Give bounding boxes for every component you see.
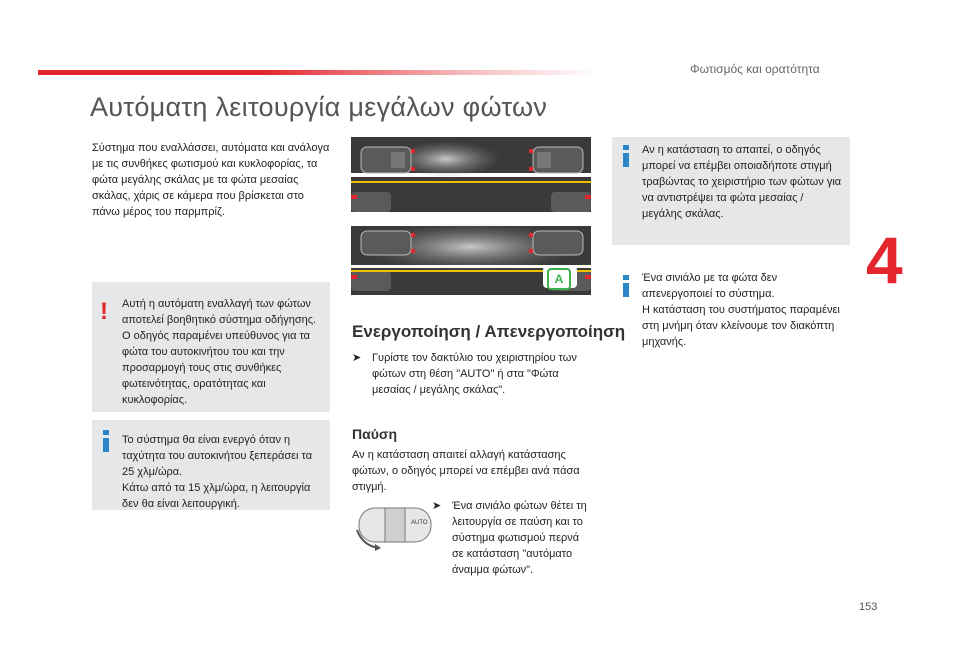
auto-headlamp-indicator: A	[547, 268, 571, 290]
info-memory-line1: Ένα σινιάλο με τα φώτα δεν απενεργοποιεί το σύστημα.	[642, 272, 778, 300]
pause-heading: Παύση	[352, 426, 397, 442]
section-title: Φωτισμός και ορατότητα	[690, 62, 820, 76]
road-illustration	[351, 137, 591, 295]
info-box-override	[612, 137, 850, 245]
warning-text: Αυτή η αυτόματη εναλλαγή των φώτων αποτελεί βοηθητικό σύστημα οδήγησης. Ο οδηγός παραμένει υπεύθυνος για τα φώτα του αυτοκινήτου του και την προσαρμογή τους στις συνθήκες φωτεινότητας, ορατότητας και κυκλοφορίας.	[122, 298, 317, 406]
stalk-label: AUTO	[411, 520, 428, 526]
chapter-number: 4	[866, 223, 903, 297]
activation-heading: Ενεργοποίηση / Απενεργοποίηση	[352, 322, 626, 341]
info-speed-line2: Κάτω από τα 15 χλμ/ώρα, η λειτουργία δεν θα είναι λειτουργική.	[122, 482, 311, 510]
warning-box	[92, 282, 330, 412]
info-speed-text	[122, 432, 322, 512]
warning-icon: !	[100, 298, 108, 325]
pause-bullet: ➤ Ένα σινιάλο φώτων θέτει τη λειτουργία σε παύση και το σύστημα φωτισμού περνά σε κατάσταση "αυτόματο άναμμα φώτων".	[432, 500, 587, 576]
info-box-memory	[612, 265, 850, 355]
page-title: Αυτόματη λειτουργία μεγάλων φώτων	[90, 92, 548, 122]
info-memory-text	[642, 270, 842, 350]
arrow-bullet-icon: ➤	[352, 352, 362, 364]
activation-bullet: ➤ Γυρίστε τον δακτύλιο του χειριστηρίου των φώτων στη θέση "AUTO" ή στα "Φώτα μεσαίας / μεγάλης σκάλας".	[352, 352, 577, 396]
info-icon	[622, 275, 630, 297]
info-memory-line2: Η κατάσταση του συστήματος παραμένει στη μνήμη όταν κλείνουμε τον διακόπτη μηχανής.	[642, 304, 840, 348]
info-override-text: Αν η κατάσταση το απαιτεί, ο οδηγός μπορεί να επέμβει οποιαδήποτε στιγμή τραβώντας το χειριστήριο των φώτων για να αντιστρέψει τα φώτα μεσαίας / μεγάλης σκάλας.	[642, 144, 842, 220]
header-accent-bar	[38, 70, 598, 75]
page-number: 153	[859, 601, 878, 613]
intro-paragraph: Σύστημα που εναλλάσσει, αυτόματα και ανάλογα με τις συνθήκες φωτισμού και κυκλοφορίας, τα φώτα μεγάλης σκάλας με τα φώτα μεσαίας σκάλας, χάρις σε κάμερα που βρίσκεται στο πάνω μέρος του παρμπρίζ.	[92, 142, 330, 218]
info-icon	[622, 145, 630, 167]
info-speed-line1: Το σύστημα θα είναι ενεργό όταν η ταχύτητα του αυτοκινήτου ξεπεράσει τα 25 χλμ/ώρα.	[122, 434, 313, 478]
info-box-speed	[92, 420, 330, 510]
pause-text: Αν η κατάσταση απαιτεί αλλαγή κατάστασης φώτων, ο οδηγός μπορεί να επέμβει ανά πάσα στιγμή.	[352, 449, 580, 493]
arrow-bullet-icon: ➤	[432, 500, 442, 512]
light-stalk-illustration	[355, 502, 435, 552]
info-icon	[102, 430, 110, 452]
